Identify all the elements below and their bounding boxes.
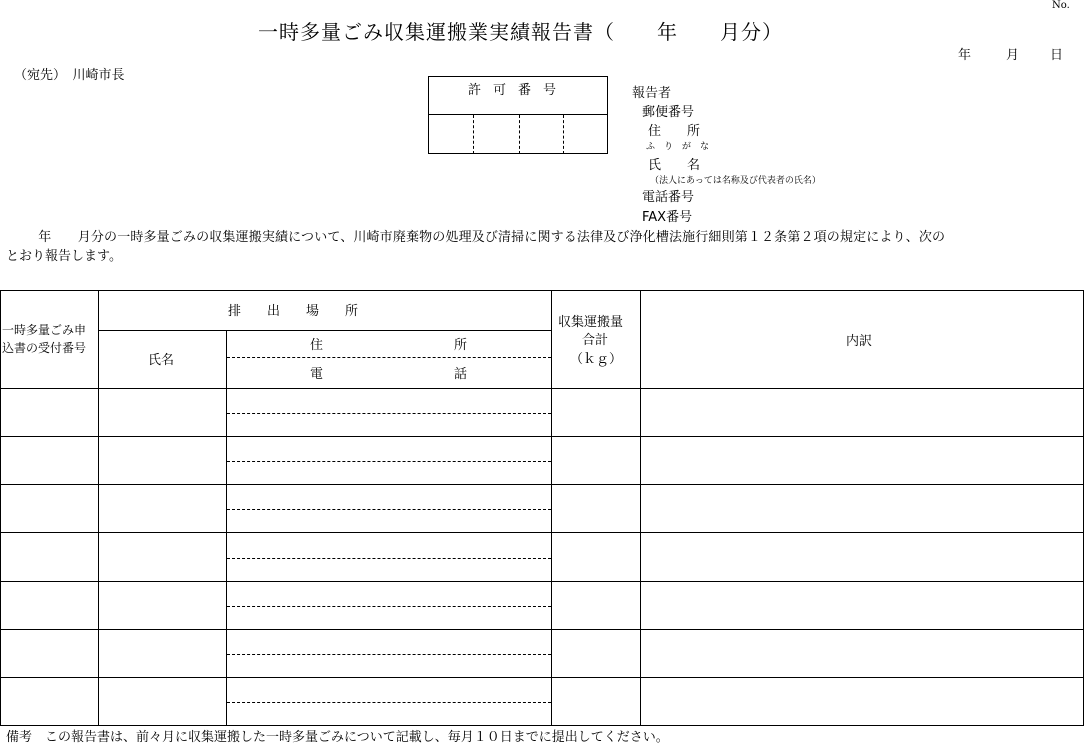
table-row-dashed-divider [227, 461, 551, 462]
header-divider [98, 330, 551, 331]
date-year-label: 年 [958, 48, 972, 63]
reporter-heading: 報告者 [632, 86, 672, 101]
fax-label: FAX番号 [642, 210, 693, 225]
header-dashed-divider [227, 357, 551, 358]
name-note: （法人にあっては名称及び代表者の氏名） [650, 176, 821, 186]
amount-header-unit: （ｋｇ） [570, 352, 623, 367]
table-row-divider [0, 436, 1084, 437]
table-row-divider [0, 629, 1084, 630]
phone-label: 電話番号 [642, 190, 695, 205]
page-title: 一時多量ごみ収集運搬業実績報告書（ 年 月分） [258, 20, 783, 44]
table-row-dashed-divider [227, 702, 551, 703]
header-bottom-line [0, 388, 1084, 389]
receipt-number-header-line2: 込書の受付番号 [2, 341, 87, 355]
breakdown-header: 内訳 [846, 334, 873, 349]
statement-line-2: とおり報告します。 [6, 249, 122, 264]
receipt-number-header-line1: 一時多量ごみ申 [2, 323, 87, 337]
name-column-header: 氏名 [148, 353, 175, 368]
column-divider [551, 290, 552, 726]
name-label: 氏 名 [648, 158, 701, 173]
phone-header-a: 電 [310, 367, 324, 382]
permit-digit-divider [563, 115, 564, 154]
table-row-dashed-divider [227, 606, 551, 607]
permit-number-box [428, 76, 608, 154]
address-header-b: 所 [454, 338, 468, 353]
table-row-divider [0, 484, 1084, 485]
column-divider [640, 290, 641, 726]
statement-line-1: 年 月分の一時多量ごみの収集運搬実績について、川崎市廃棄物の処理及び清掃に関する法律及び浄化槽法施行細則第１２条第２項の規定により、次の [12, 230, 946, 245]
remark-note: 備考 この報告書は、前々月に収集運搬した一時多量ごみについて記載し、毎月１０日までに提出してください。 [6, 730, 669, 745]
permit-digit-divider [473, 115, 474, 154]
column-divider [98, 290, 99, 726]
address-label: 住 所 [648, 124, 701, 139]
permit-digit-divider [519, 115, 520, 154]
table-row-dashed-divider [227, 654, 551, 655]
date-day-label: 日 [1050, 48, 1064, 63]
column-divider [226, 330, 227, 726]
table-row-dashed-divider [227, 413, 551, 414]
document-number-label: No. [1052, 0, 1070, 11]
postal-code-label: 郵便番号 [642, 105, 695, 120]
table-row-divider [0, 677, 1084, 678]
address-header-a: 住 [310, 338, 324, 353]
table-row-dashed-divider [227, 558, 551, 559]
table-border-left [0, 290, 1, 726]
amount-header-line1: 収集運搬量 [558, 315, 624, 330]
discharge-location-header: 排 出 場 所 [228, 304, 359, 319]
furigana-label: ふ り が な [646, 142, 710, 152]
report-table [0, 290, 1084, 726]
table-row-divider [0, 532, 1084, 533]
date-month-label: 月 [1006, 48, 1020, 63]
amount-header-line2: 合計 [582, 333, 609, 348]
phone-header-b: 話 [454, 367, 468, 382]
addressee: （宛先） 川崎市長 [14, 68, 125, 83]
table-row-dashed-divider [227, 509, 551, 510]
permit-number-header: 許可番号 [429, 77, 607, 115]
table-border-top [0, 290, 1084, 291]
table-row-divider [0, 581, 1084, 582]
